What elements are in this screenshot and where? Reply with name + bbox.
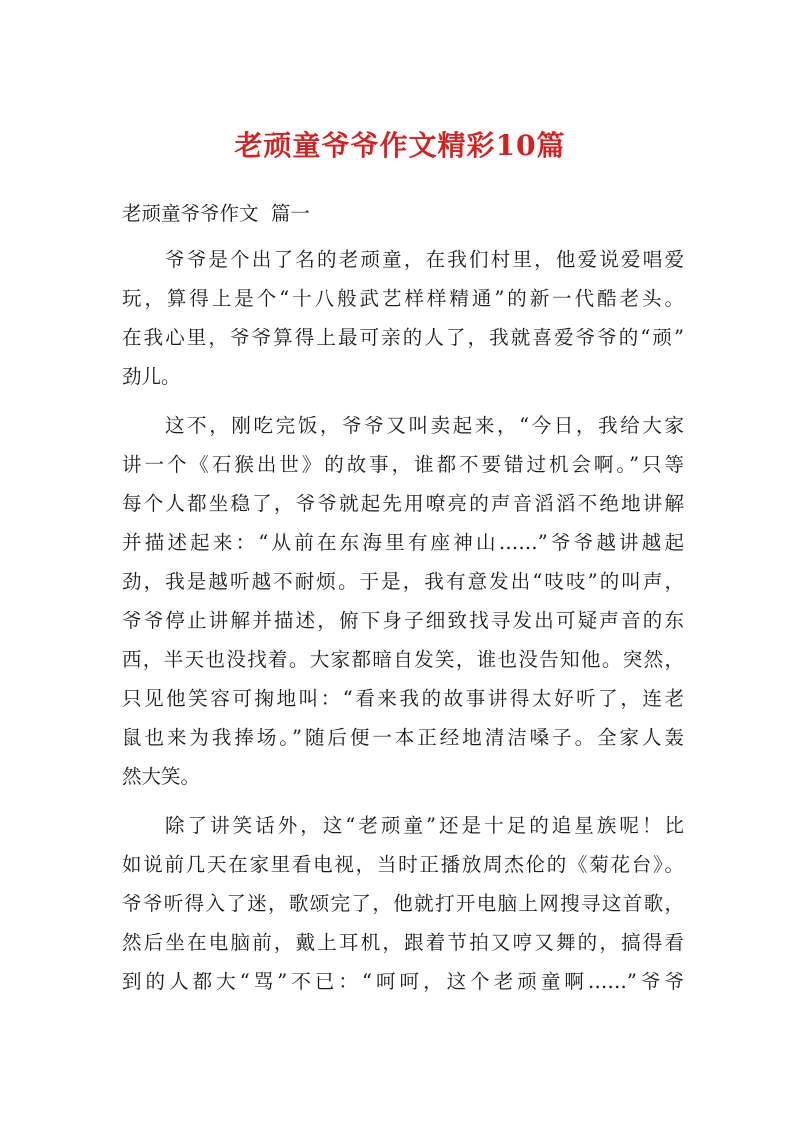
text-line: 并描述起来：“从前在东海里有座神山……”爷爷越讲越起 [122,531,684,554]
section-heading: 老顽童爷爷作文 篇一 [122,202,310,225]
text-line: 每个人都坐稳了，爷爷就起先用嘹亮的声音滔滔不绝地讲解 [122,492,684,515]
paragraph-1 [122,240,684,396]
text-line: 然大笑。 [122,765,201,788]
text-line: 爷爷停止讲解并描述，俯下身子细致找寻发出可疑声音的东 [122,609,684,632]
text-line: 西，半天也没找着。大家都暗自发笑，谁也没告知他。突然， [122,648,684,671]
text-line: 鼠也来为我捧场。”随后便一本正经地清洁嗓子。全家人轰 [122,726,684,749]
text-line: 除了讲笑话外，这“老顽童”还是十足的追星族呢！比 [165,814,684,837]
text-line: 到的人都大“骂”不已：“呵呵，这个老顽童啊……”爷爷 [122,970,684,993]
text-line: 讲一个《石猴出世》的故事，谁都不要错过机会啊。”只等 [122,453,684,476]
text-line: 这不，刚吃完饭，爷爷又叫卖起来，“今日，我给大家 [165,414,684,437]
text-line: 只见他笑容可掬地叫：“看来我的故事讲得太好听了，连老 [122,687,684,710]
text-line: 如说前几天在家里看电视，当时正播放周杰伦的《菊花台》。 [122,853,684,876]
paragraph-2 [122,406,684,796]
text-line: 爷爷听得入了迷，歌颂完了，他就打开电脑上网搜寻这首歌， [122,892,684,915]
text-line: 在我心里，爷爷算得上最可亲的人了，我就喜爱爷爷的“顽” [122,326,684,349]
text-line: 劲儿。 [122,365,181,388]
text-line: 然后坐在电脑前，戴上耳机，跟着节拍又哼又舞的，搞得看 [122,931,684,954]
paragraph-3 [122,806,684,1001]
document-body [122,240,684,1001]
document-title: 老顽童爷爷作文精彩10篇 [234,129,566,162]
text-line: 玩，算得上是个“十八般武艺样样精通”的新一代酷老头。 [122,287,684,310]
text-line: 劲，我是越听越不耐烦。于是，我有意发出“吱吱”的叫声， [122,570,684,593]
text-line: 爷爷是个出了名的老顽童，在我们村里，他爱说爱唱爱 [165,248,684,271]
